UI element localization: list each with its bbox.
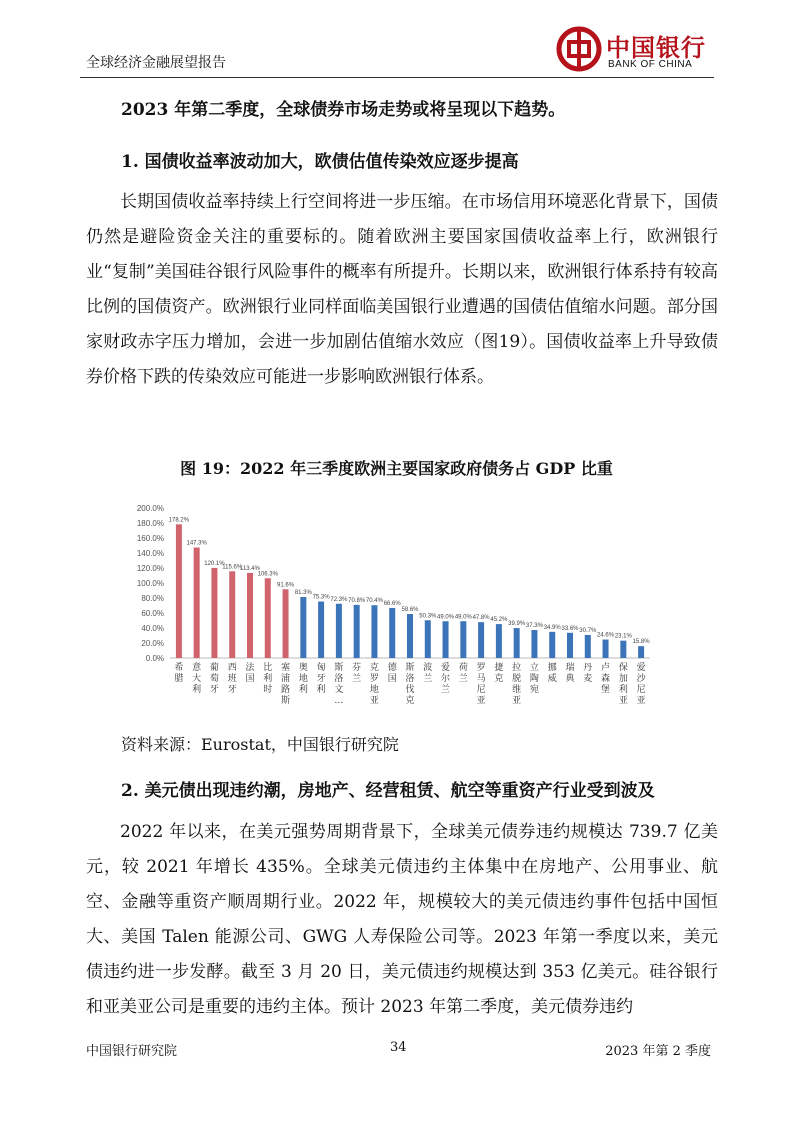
bar <box>318 602 324 658</box>
category-label: 罗马尼亚 <box>476 663 486 706</box>
bar <box>514 628 520 658</box>
bar <box>371 605 377 658</box>
y-tick-label: 200.0% <box>136 504 164 513</box>
data-label: 66.6% <box>383 601 401 608</box>
bar <box>176 524 182 658</box>
category-label: 塞浦路斯 <box>281 663 291 706</box>
data-label: 106.3% <box>257 571 278 578</box>
y-tick-label: 20.0% <box>141 639 164 648</box>
bar <box>336 604 342 658</box>
section2-paragraph: 2022 年以来，在美元强势周期背景下，全球美元债券违约规模达 739.7 亿美元，较 2021 年增长 435%。全球美元债违约主体集中在房地产、公用事业、航空、金融等重资产顺周期行业。2022 年，规模较大的美元债违约事件包括中国恒大、美国 Talen 能源公司、GWG 人寿保险公司等。2023 年第一季度以来，美元债违约进一步发酵。截至 3 月 20 日，美元债违约规模达到 353 亿美元。硅谷银行和亚美亚公司是重要的违约主体。预计 2023 年第二季度，美元债券违约 <box>86 822 718 1017</box>
y-tick-label: 40.0% <box>141 624 164 633</box>
bank-logo-icon <box>556 26 602 72</box>
data-label: 81.3% <box>294 590 312 597</box>
category-label: 爱尔兰 <box>441 663 451 695</box>
bar <box>531 630 537 658</box>
bar <box>478 622 484 658</box>
data-label: 37.3% <box>525 623 543 630</box>
bar <box>567 633 573 658</box>
category-label: 德国 <box>387 663 397 684</box>
bar <box>425 620 431 658</box>
section-intro: 2023 年第二季度，全球债券市场走势或将呈现以下趋势。 <box>121 100 566 120</box>
figure-title: 图 19：2022 年三季度欧洲主要国家政府债务占 GDP 比重 <box>180 459 613 478</box>
category-label: 立陶宛 <box>529 663 539 695</box>
figure-source: 资料来源：Eurostat，中国银行研究院 <box>121 735 399 754</box>
debt-to-gdp-bar-chart <box>120 498 660 716</box>
data-label: 75.3% <box>312 594 330 601</box>
data-label: 113.4% <box>240 565 260 572</box>
data-label: 70.8% <box>348 597 366 604</box>
data-label: 47.8% <box>472 615 490 622</box>
section1-paragraph: 长期国债收益率持续上行空间将进一步压缩。在市场信用环境恶化背景下，国债仍然是避险资金关注的重要标的。随着欧洲主要国家国债收益率上行，欧洲银行业“复制”美国硅谷银行风险事件的概率有所提升。长期以来，欧洲银行体系持有较高比例的国债资产。欧洲银行业同样面临美国银行业遭遇的国债估值缩水问题。部分国家财政赤字压力增加，会进一步加剧估值缩水效应（图19）。国债收益率上升导致债券价格下跌的传染效应可能进一步影响欧洲银行体系。 <box>86 192 718 387</box>
data-label: 23.1% <box>614 633 632 640</box>
logo-chinese-text: 中国银行 <box>606 33 706 62</box>
category-label: 荷兰 <box>458 663 468 684</box>
bar <box>265 578 271 658</box>
data-label: 34.9% <box>543 624 561 631</box>
category-label: 葡萄牙 <box>209 663 219 695</box>
data-label: 49.0% <box>454 614 472 621</box>
data-label: 33.6% <box>561 625 579 632</box>
category-label: 意大利 <box>192 663 202 695</box>
category-label: 匈牙利 <box>316 663 326 695</box>
data-label: 70.4% <box>365 598 383 605</box>
bar <box>549 632 555 658</box>
category-label: 波兰 <box>423 663 433 684</box>
y-tick-label: 100.0% <box>136 579 164 588</box>
header-title: 全球经济金融展望报告 <box>86 55 226 71</box>
bar <box>585 635 591 658</box>
bar <box>300 597 306 658</box>
bar <box>496 624 502 658</box>
logo-english-text: BANK OF CHINA <box>608 59 693 70</box>
data-label: 39.9% <box>508 621 526 628</box>
y-tick-label: 180.0% <box>136 519 164 528</box>
category-label: 卢森堡 <box>601 663 611 695</box>
y-tick-label: 80.0% <box>141 594 164 603</box>
bar <box>211 568 217 658</box>
bar <box>247 573 253 658</box>
data-label: 15.8% <box>632 639 650 646</box>
data-label: 147.3% <box>186 540 207 547</box>
bar <box>283 589 289 658</box>
data-label: 49.0% <box>437 614 455 621</box>
bar <box>389 608 395 658</box>
category-label: 斯洛伐克 <box>405 663 415 706</box>
category-label: 捷克 <box>494 663 504 684</box>
category-label: 保加利亚 <box>618 663 628 706</box>
footer-institution: 中国银行研究院 <box>86 1044 178 1059</box>
data-label: 30.7% <box>579 627 597 634</box>
category-label: 丹麦 <box>583 663 593 684</box>
data-label: 115.6% <box>222 564 243 571</box>
y-tick-label: 160.0% <box>136 534 164 543</box>
bar <box>620 641 626 658</box>
data-label: 72.3% <box>330 596 348 603</box>
header-divider <box>80 77 714 78</box>
data-label: 178.2% <box>168 517 190 524</box>
y-tick-label: 140.0% <box>136 549 164 558</box>
bar <box>354 605 360 658</box>
footer-page-number: 34 <box>390 1040 407 1055</box>
data-label: 50.3% <box>419 613 437 620</box>
data-label: 120.1% <box>204 560 225 567</box>
bar <box>460 621 466 658</box>
bar <box>407 614 413 658</box>
bank-of-china-logo <box>556 24 716 74</box>
bar <box>603 640 609 658</box>
category-label: 奥地利 <box>298 663 308 695</box>
category-label: 希腊 <box>174 663 184 684</box>
data-label: 91.6% <box>277 582 295 589</box>
bar <box>229 571 235 658</box>
y-tick-label: 120.0% <box>136 564 164 573</box>
y-tick-label: 0.0% <box>145 654 164 663</box>
footer-quarter: 2023 年第 2 季度 <box>605 1044 711 1059</box>
category-label: 克罗地亚 <box>369 663 379 706</box>
section1-heading: 1. 国债收益率波动加大，欧债估值传染效应逐步提高 <box>121 152 519 172</box>
data-label: 24.6% <box>597 632 615 639</box>
bar <box>194 548 200 658</box>
category-label: 芬兰 <box>352 663 362 684</box>
bar <box>443 621 449 658</box>
category-label: 瑞典 <box>565 663 575 684</box>
category-label: 比利时 <box>263 663 273 695</box>
category-label: 法国 <box>245 663 255 684</box>
category-label: 拉脱维亚 <box>512 663 522 706</box>
y-tick-label: 60.0% <box>141 609 164 618</box>
category-label: 西班牙 <box>227 663 237 695</box>
data-label: 45.2% <box>490 617 508 624</box>
data-label: 58.6% <box>401 607 419 614</box>
category-label: 爱沙尼亚 <box>636 663 646 706</box>
category-label: 挪威 <box>547 663 557 684</box>
section2-heading: 2. 美元债出现违约潮，房地产、经营租赁、航空等重资产行业受到波及 <box>121 781 655 801</box>
bar <box>638 646 644 658</box>
category-label: 斯洛文… <box>334 663 344 706</box>
